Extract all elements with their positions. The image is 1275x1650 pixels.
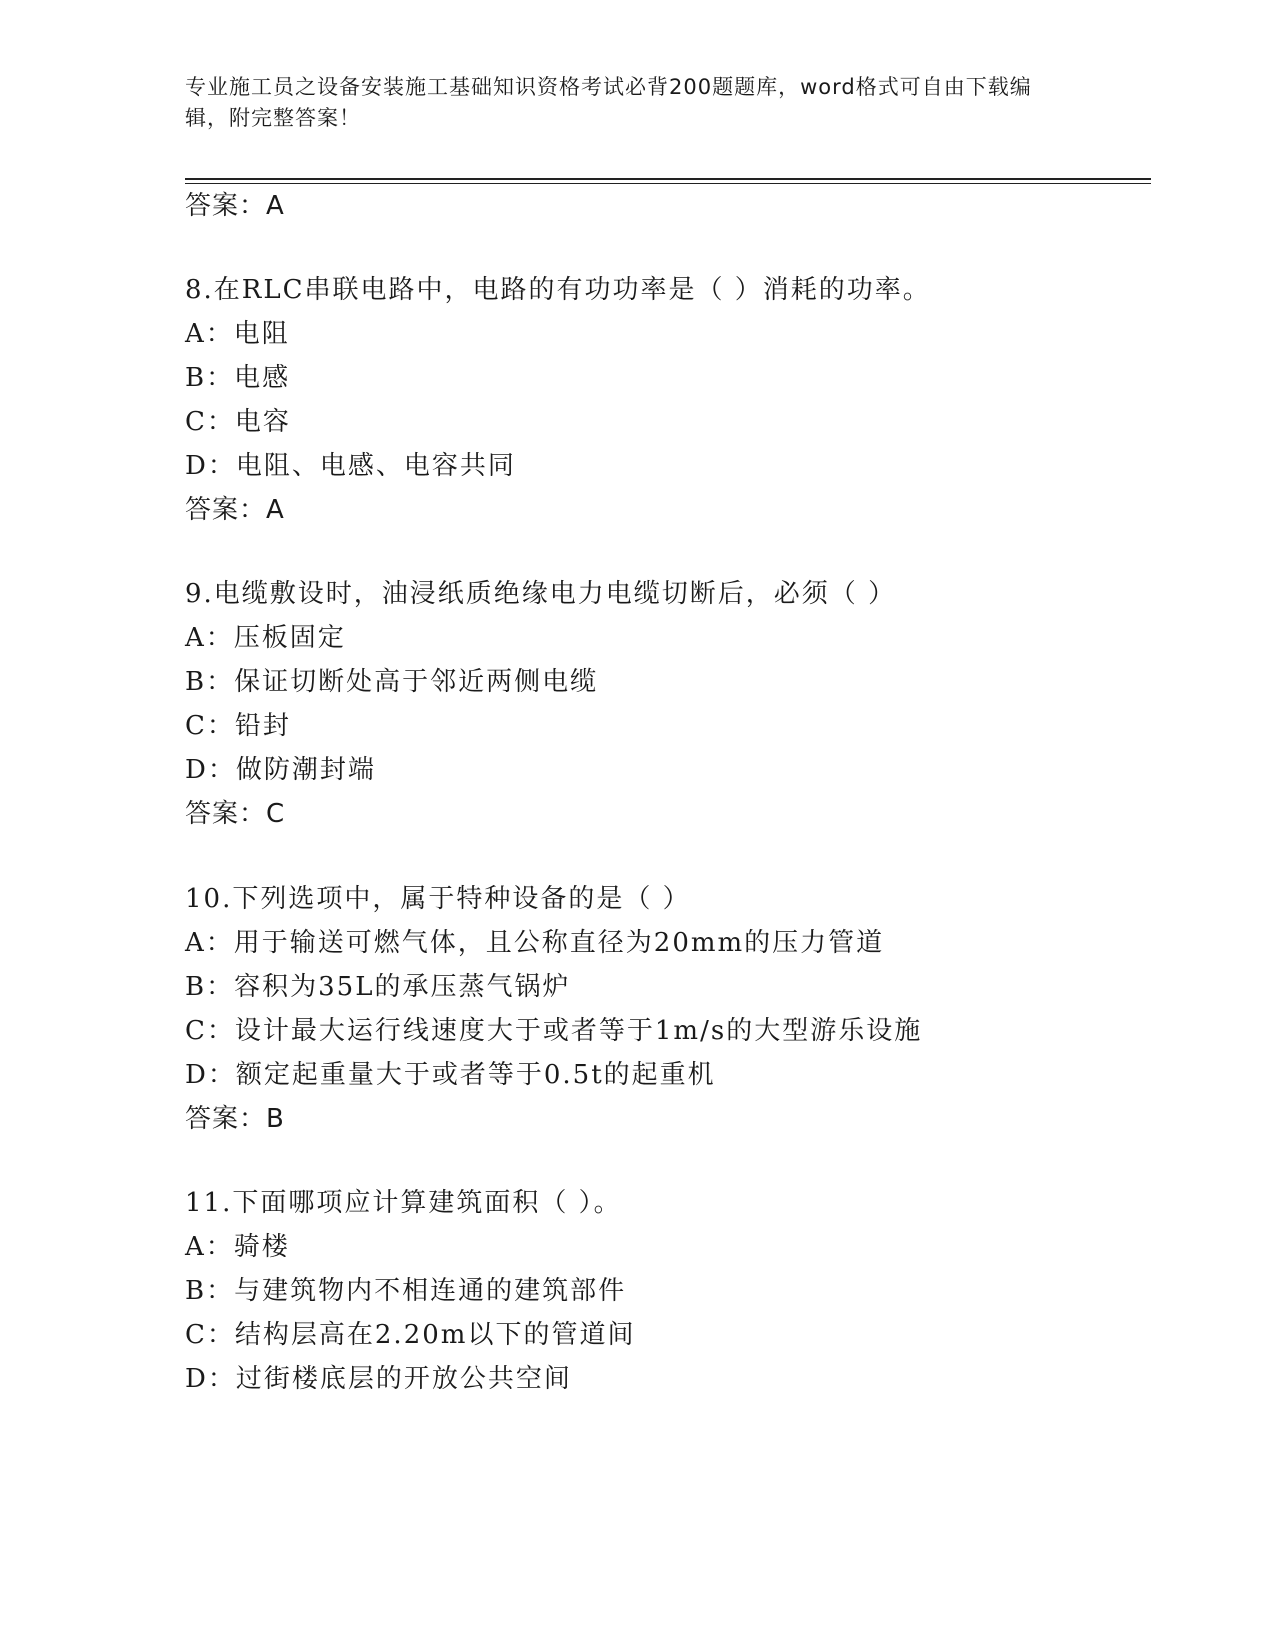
question-10-stem: 10.下列选项中，属于特种设备的是（ ） bbox=[185, 884, 691, 914]
question-8-option-a: A：电阻 bbox=[185, 319, 290, 349]
question-9-option-c: C：铅封 bbox=[185, 711, 291, 741]
question-8-option-d: D：电阻、电感、电容共同 bbox=[185, 451, 516, 481]
question-10-option-b: B：容积为35L的承压蒸气锅炉 bbox=[185, 972, 571, 1002]
question-10-option-c: C：设计最大运行线速度大于或者等于1m/s的大型游乐设施 bbox=[185, 1016, 923, 1046]
page-header: 专业施工员之设备安装施工基础知识资格考试必背200题题库，word格式可自由下载编辑，附完整答案！ bbox=[185, 75, 1032, 130]
question-9-option-b: B：保证切断处高于邻近两侧电缆 bbox=[185, 667, 599, 697]
question-11-option-d: D：过街楼底层的开放公共空间 bbox=[185, 1364, 572, 1394]
answer-q8: 答案：A bbox=[185, 495, 285, 525]
answer-q7: 答案：A bbox=[185, 191, 285, 221]
question-8-option-c: C：电容 bbox=[185, 407, 291, 437]
header-divider-thin bbox=[185, 183, 1151, 184]
question-11-stem: 11.下面哪项应计算建筑面积（ ）。 bbox=[185, 1188, 622, 1218]
question-9-stem: 9.电缆敷设时，油浸纸质绝缘电力电缆切断后，必须（ ） bbox=[185, 579, 897, 609]
question-9-option-d: D：做防潮封端 bbox=[185, 755, 376, 785]
question-8-stem: 8.在RLC串联电路中，电路的有功功率是（ ）消耗的功率。 bbox=[185, 275, 931, 305]
question-10-option-a: A：用于输送可燃气体，且公称直径为20mm的压力管道 bbox=[185, 928, 885, 958]
question-8-option-b: B：电感 bbox=[185, 363, 291, 393]
question-11-option-b: B：与建筑物内不相连通的建筑部件 bbox=[185, 1276, 627, 1306]
answer-q10: 答案：B bbox=[185, 1104, 285, 1134]
question-11-option-c: C：结构层高在2.20m以下的管道间 bbox=[185, 1320, 636, 1350]
question-11-option-a: A：骑楼 bbox=[185, 1232, 290, 1262]
answer-q9: 答案：C bbox=[185, 799, 286, 829]
question-10-option-d: D：额定起重量大于或者等于0.5t的起重机 bbox=[185, 1060, 716, 1090]
header-divider-thick bbox=[185, 178, 1151, 180]
question-9-option-a: A：压板固定 bbox=[185, 623, 346, 653]
